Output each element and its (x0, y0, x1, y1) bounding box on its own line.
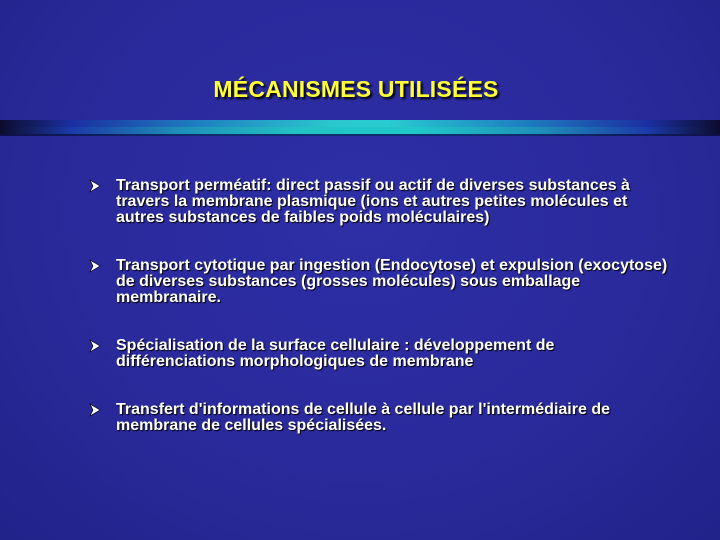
arrowhead-bullet-icon (88, 403, 102, 417)
slide-title: MÉCANISMES UTILISÉES (213, 76, 499, 102)
bullet-text: Transport perméatif: direct passif ou actif de diverses substances à travers la membrane plasmique (ions et autres petites molécules et autres substances de faibles poids moléculaires) (116, 177, 630, 226)
title-bar-shadow (0, 134, 720, 136)
bullet-item (94, 402, 674, 434)
bullet-item (94, 178, 674, 226)
arrowhead-bullet-icon (88, 339, 102, 353)
arrowhead-bullet-icon (88, 259, 102, 273)
arrowhead-bullet-icon (88, 179, 102, 193)
title-bar-bottom-stripe (0, 127, 720, 134)
bullet-list (94, 178, 674, 434)
title-underline-bar (0, 120, 720, 135)
bullet-item (94, 338, 674, 370)
bullet-item (94, 258, 674, 306)
bullet-text: Transfert d'informations de cellule à cellule par l'intermédiaire de membrane de cellules spécialisées. (116, 401, 610, 434)
bullet-text: Spécialisation de la surface cellulaire : développement de différenciations morphologiques de membrane (116, 337, 555, 370)
bullet-text: Transport cytotique par ingestion (Endocytose) et expulsion (exocytose) de diverses substances (grosses molécules) sous emballage membranaire. (116, 257, 668, 306)
